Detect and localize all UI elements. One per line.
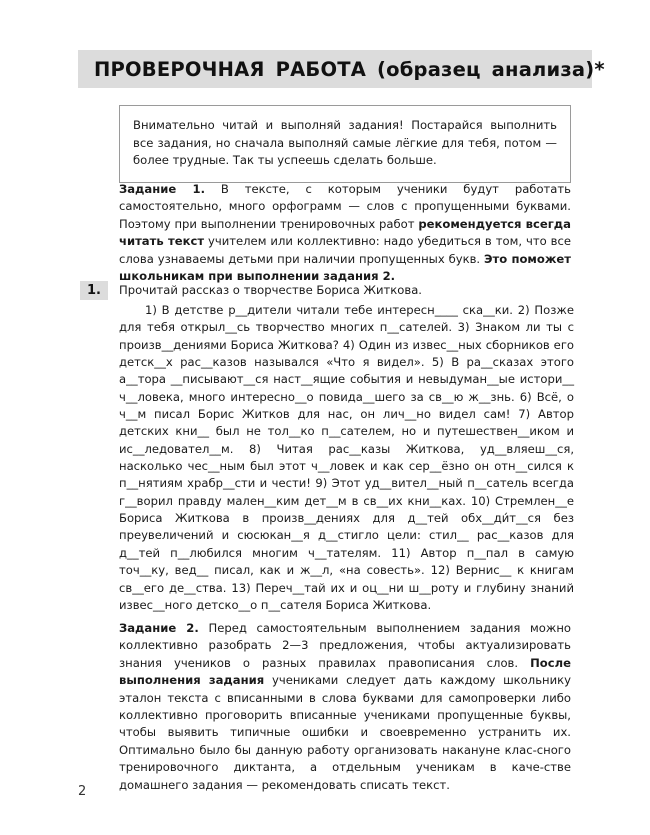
instruction-text: Внимательно читай и выполняй задания! Постарайся выполнить все задания, но сначала выполняй самые лёгкие для тебя, потом — более трудные. Так ты успеешь сделать больше. (133, 118, 557, 168)
page-title (78, 58, 605, 81)
task-2-block (119, 620, 571, 794)
task-2-text-part-1: Перед самостоятельным выполнением задания можно коллективно разобрать 2—3 предложения, чтобы актуализировать знания учеников о разных правилах правописания слов. (119, 621, 571, 670)
exercise-1-story-text: 1) В детстве р__дители читали тебе интересн____ ска__ки. 2) Позже для тебя открыл__сь творчество многих п__сателей. 3) Знаком ли ты с произв__дениями Бориса Житкова? 4) Один из извес__ных сборников его детск__х рас__казов назывался «Что я видел». 5) В ра__сказах этого а__тора __писывают__ся наст__ящие события и невыдуман__ые истори__ ч__ловека, много интересно__о повида__шего за св__ю ж__знь. 6) Всё, о ч__м писал Борис Житков для нас, он лич__но видел сам! 7) Автор детских кни__ был не тол__ко п__сателем, но и путешествен__иком и ис__ледовател__м. 8) Читая рас__казы Житкова, уд__вляеш__ся, насколько чес__ным был этот ч__ловек и как сер__ёзно он отн__сился к п__нятиям храбр__сти и чести! 9) Этот уд__вител__ный п__сатель всегда г__ворил правду мален__ким дет__м в св__их кни__ках. 10) Стремлен__е Бориса Житкова в произв__дениях для д__тей обх__ди́т__ся без преувеличений и сюсюкан__я д__стигло цели: стил__ рас__казов для д__тей п__любился многим ч__тателям. 11) Автор п__пал в самую точ__ку, вед__ писал, как и ж__л, «на совесть». 12) Вернис__ к книгам св__его де__ства. 13) Переч__тай их и оц__ни ш__роту и глубину знаний извес__ного детско__о п__сателя Бориса Житкова. (119, 303, 574, 612)
exercise-1-prompt: Прочитай рассказ о творчестве Бориса Житкова. (119, 283, 422, 297)
exercise-1-story (119, 302, 574, 614)
footnote-asterisk: * (594, 57, 605, 81)
task-1-block (119, 181, 571, 285)
task-2-emphasis-1: После выполнения задания (119, 655, 571, 688)
instruction-box (119, 105, 571, 183)
task-2-paragraph (119, 620, 571, 794)
page-title-text: ПРОВЕРОЧНАЯ РАБОТА (образец анализа) (94, 57, 595, 81)
task-2-label: Задание 2. (119, 621, 199, 635)
task-1-label: Задание 1. (119, 182, 205, 196)
task-1-emphasis-2: Это поможет школьникам при выполнении задания 2. (119, 251, 571, 284)
page-number: 2 (78, 784, 87, 799)
exercise-number-badge: 1. (80, 281, 108, 300)
task-1-text-part-2: учителем или коллективно: надо убедиться в том, что все слова узнаваемы детьми при наличии пропущенных букв. (119, 234, 571, 266)
task-2-text-part-2: учениками следует дать каждому школьнику эталон текста с вписанными в слова буквами для самопроверки либо коллективно проговорить вписанные учениками пропущенные буквы, чтобы выявить типичные ошибки и своевременно устранить их. Оптимально было бы данную работу организовать накануне клас-сного тренировочного диктанта, а отдельным ученикам в каче-стве домашнего задания — рекомендовать списать текст. (119, 673, 572, 792)
task-1-emphasis-1: рекомендуется всегда читать текст (119, 216, 571, 249)
task-1-paragraph (119, 181, 571, 285)
task-1-text-part-1: В тексте, с которым ученики будут работать самостоятельно, много орфограмм — слов с пропущенными буквами. Поэтому при выполнении тренировочных работ (119, 182, 571, 231)
page-header-band (78, 50, 605, 88)
